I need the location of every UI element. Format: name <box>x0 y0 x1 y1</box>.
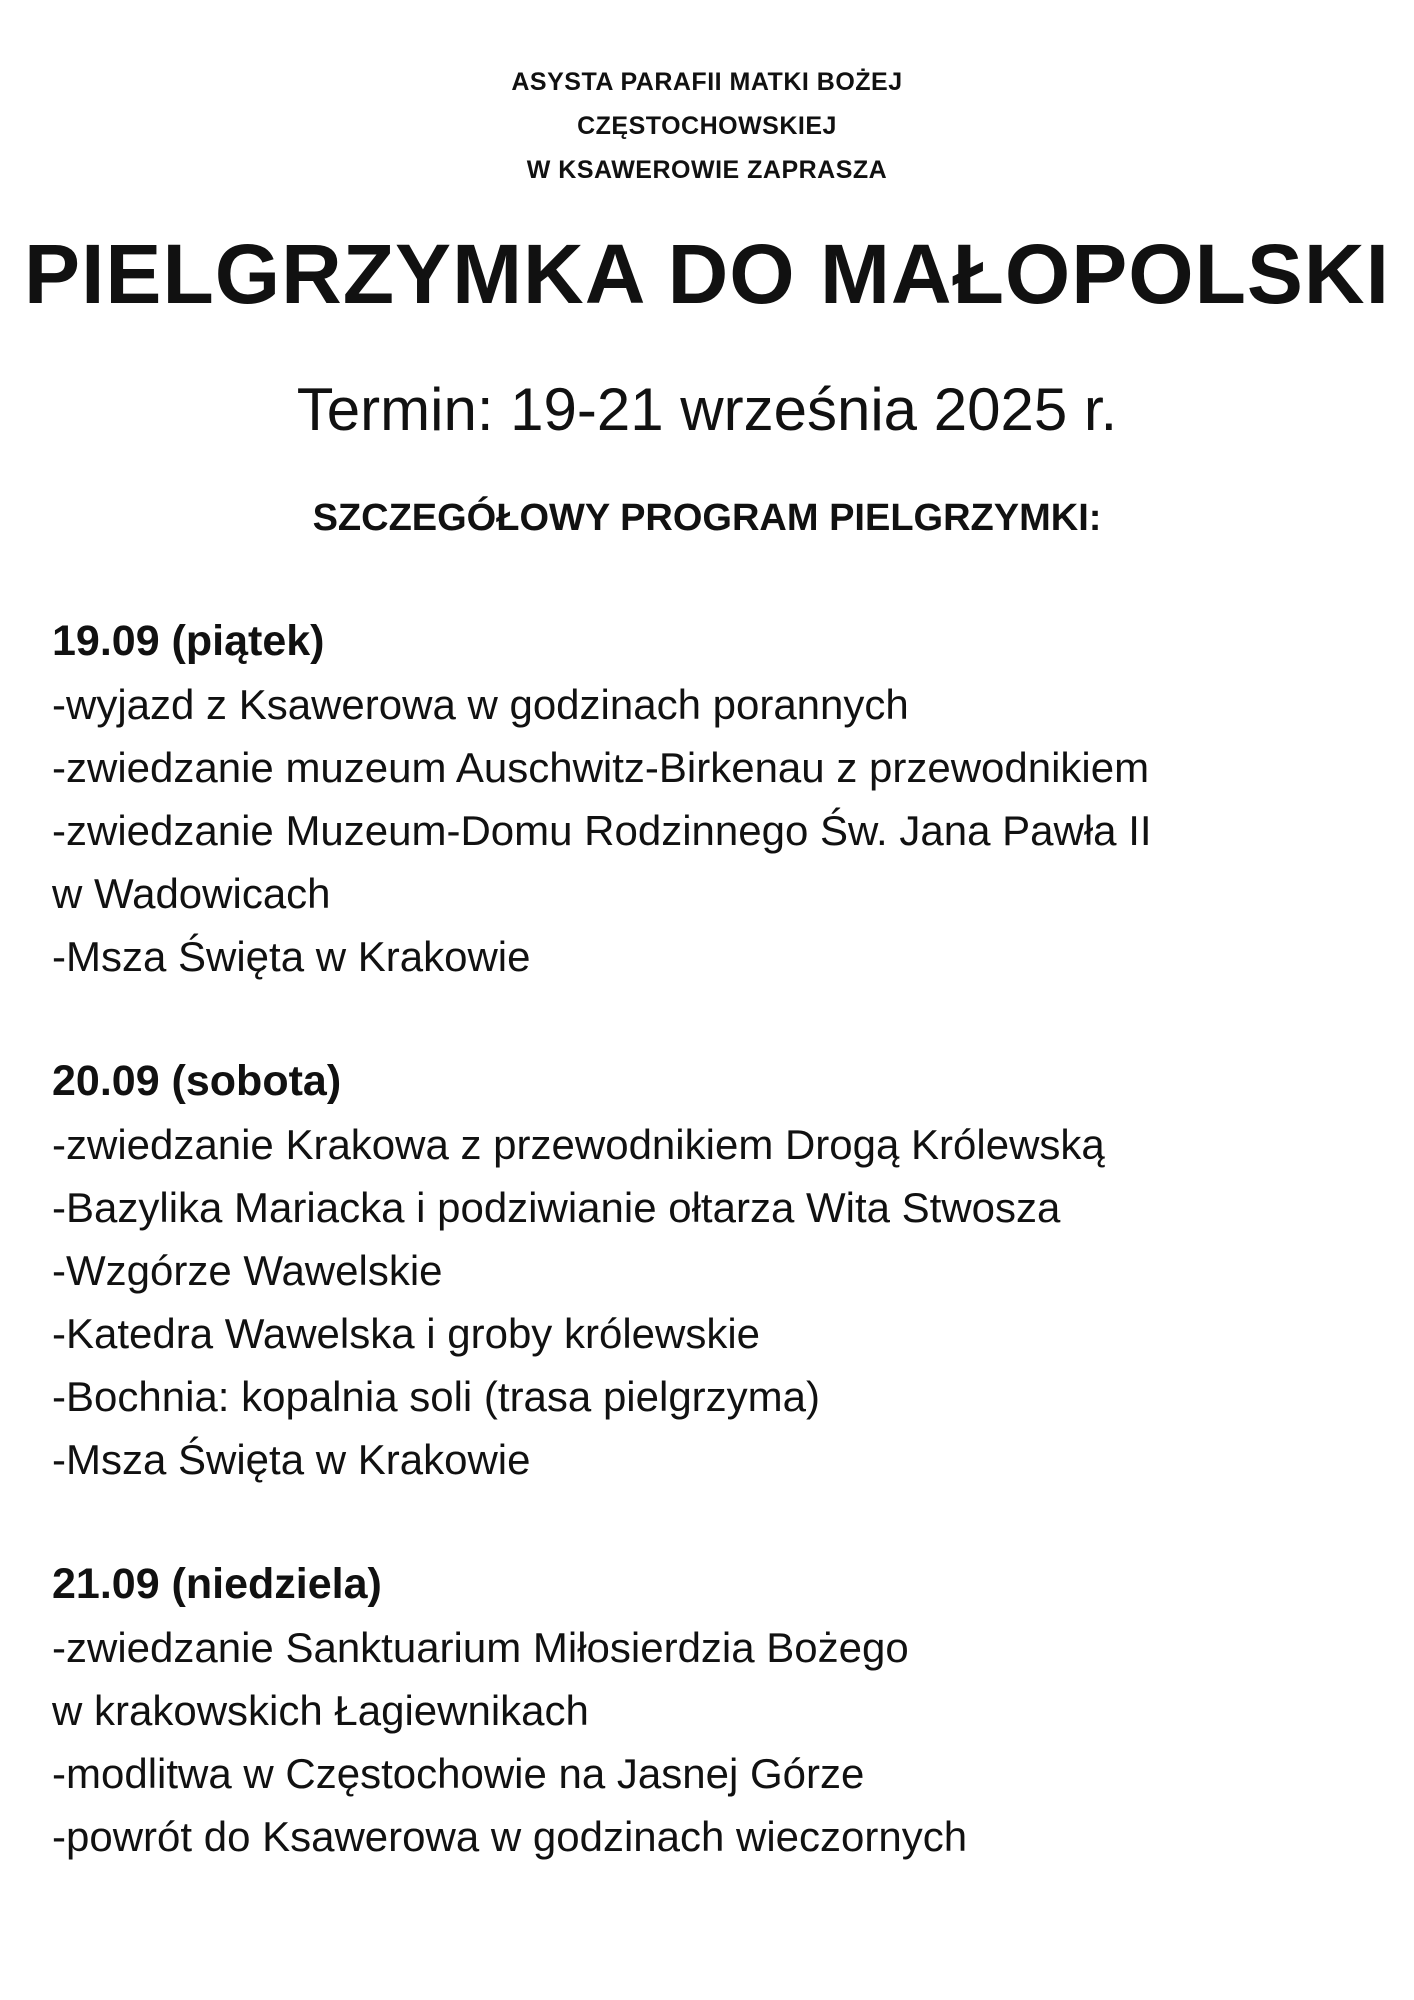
day-section-saturday <box>52 1050 1392 1491</box>
day-item: -modlitwa w Częstochowie na Jasnej Górze <box>52 1750 865 1797</box>
organizer-line: W KSAWEROWIE ZAPRASZA <box>526 156 888 184</box>
organizer-line: CZĘSTOCHOWSKIEJ <box>577 112 837 140</box>
day-item: -wyjazd z Ksawerowa w godzinach porannych <box>52 681 909 728</box>
program-list <box>52 610 1392 1930</box>
day-section-sunday <box>52 1553 1392 1868</box>
day-item: -zwiedzanie Sanktuarium Miłosierdzia Bożego <box>52 1624 909 1671</box>
day-item: -Msza Święta w Krakowie <box>52 1436 531 1483</box>
program-heading: SZCZEGÓŁOWY PROGRAM PIELGRZYMKI: <box>312 497 1102 539</box>
day-item: -Bazylika Mariacka i podziwianie ołtarza Wita Stwosza <box>52 1184 1061 1231</box>
day-title: 21.09 (niedziela) <box>52 1560 382 1608</box>
day-item: -zwiedzanie Krakowa z przewodnikiem Drogą Królewską <box>52 1121 1105 1168</box>
day-item: -Katedra Wawelska i groby królewskie <box>52 1310 761 1357</box>
day-title: 19.09 (piątek) <box>52 617 325 665</box>
day-title: 20.09 (sobota) <box>52 1057 342 1105</box>
day-item: -Wzgórze Wawelskie <box>52 1247 443 1294</box>
day-item: w Wadowicach <box>52 870 331 917</box>
day-item: -Msza Święta w Krakowie <box>52 933 531 980</box>
page-title: PIELGRZYMKA DO MAŁOPOLSKI <box>24 227 1390 321</box>
day-item: w krakowskich Łagiewnikach <box>52 1687 589 1734</box>
day-item: -zwiedzanie muzeum Auschwitz-Birkenau z przewodnikiem <box>52 744 1150 791</box>
day-section-friday <box>52 610 1392 988</box>
organizer-line: ASYSTA PARAFII MATKI BOŻEJ <box>511 68 903 96</box>
day-item: -Bochnia: kopalnia soli (trasa pielgrzyma) <box>52 1373 820 1420</box>
day-item: -zwiedzanie Muzeum-Domu Rodzinnego Św. Jana Pawła II <box>52 807 1152 854</box>
day-item: -powrót do Ksawerowa w godzinach wieczornych <box>52 1813 968 1860</box>
date-line: Termin: 19-21 września 2025 r. <box>296 376 1118 443</box>
organizer-heading <box>0 60 1414 192</box>
